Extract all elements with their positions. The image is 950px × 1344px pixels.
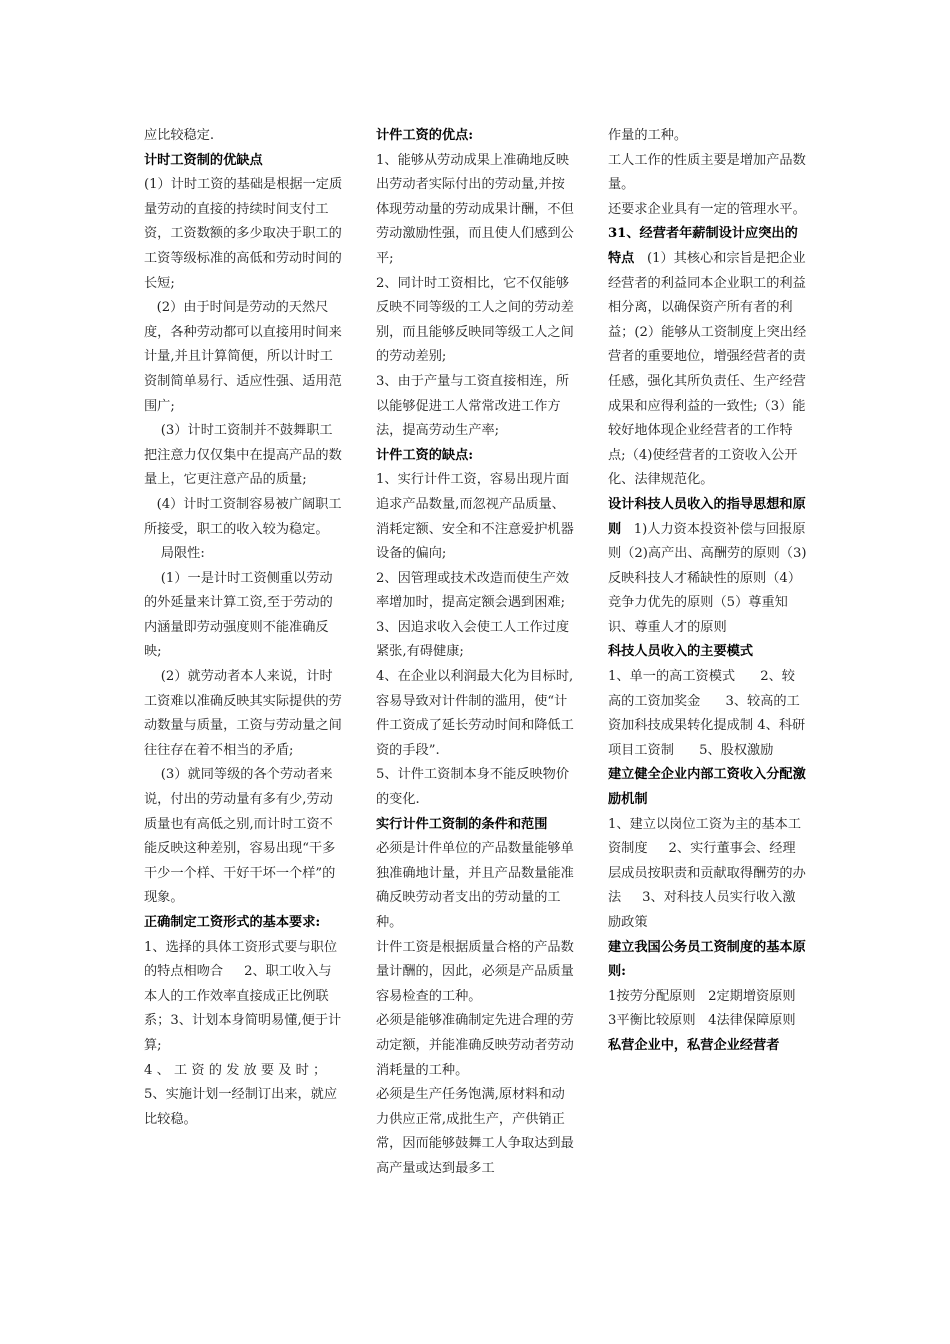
section-heading: 科技人员收入的主要模式 bbox=[608, 644, 754, 660]
paragraph-text: 1、能够从劳动成果上准确地反映出劳动者实际付出的劳动量,并按体现劳动量的劳动成果计酬，不但劳动激励性强，而且使人们感到公平; bbox=[376, 152, 574, 266]
paragraph-text: (2）由于时间是劳动的天然尺度，各种劳动都可以直接用时间来计量,并且计算简便，所以计时工资制简单易行、适应性强、适用范围广; bbox=[144, 300, 342, 414]
paragraph-text: 2、因管理或技术改造而使生产效率增加时，提高定额会遇到困难; bbox=[376, 570, 570, 611]
section-heading: 私营企业中，私营企业经营者 bbox=[608, 1037, 780, 1053]
column-left bbox=[144, 124, 344, 1132]
section-heading: 建立我国公务员工资制度的基本原则: bbox=[608, 939, 806, 980]
paragraph-text: 2、同计时工资相比，它不仅能够反映不同等级的工人之间的劳动差别，而且能够反映同等级工人之间的劳动差别; bbox=[376, 275, 574, 365]
paragraph-text: 1)人力资本投资补偿与回报原则（2)高产出、高酬劳的原则（3)反映科技人才稀缺性的原则（4）竞争力优先的原则（5）尊重知识、尊重人才的原则 bbox=[608, 521, 807, 635]
paragraph-text: 工人工作的性质主要是增加产品数量。 bbox=[608, 152, 806, 193]
paragraph-text: 必须是计件单位的产品数量能够单独准确地计量，并且产品数量能准确反映劳动者支出的劳动量的工种。 bbox=[376, 841, 574, 930]
section-heading: 实行计件工资制的条件和范围 bbox=[376, 816, 548, 832]
section-heading: 计时工资制的优缺点 bbox=[144, 152, 263, 168]
section-heading: 建立健全企业内部工资收入分配激励机制 bbox=[608, 767, 806, 808]
column-right bbox=[608, 124, 808, 1059]
section-heading: 计件工资的缺点: bbox=[376, 447, 474, 463]
section-heading: 计件工资的优点: bbox=[376, 128, 474, 143]
paragraph-text: 应比较稳定. bbox=[144, 128, 215, 143]
paragraph-text: 必须是生产任务饱满,原材料和动力供应正常,成批生产，产供销正常，因而能够鼓舞工人争取达到最高产量或达到最多工 bbox=[376, 1087, 574, 1176]
paragraph-text: 3、因追求收入会使工人工作过度紧张,有碍健康; bbox=[376, 619, 570, 660]
paragraph-text: 局限性: bbox=[144, 546, 205, 562]
paragraph-text: (3）计时工资制并不鼓舞职工把注意力仅仅集中在提高产品的数量上，它更注意产品的质量; bbox=[144, 423, 342, 488]
paragraph-text: 还要求企业具有一定的管理水平。 bbox=[608, 201, 806, 217]
section-heading: 设计科技人员收入的指导思想和原则 bbox=[608, 496, 806, 537]
paragraph-text: (1）计时工资的基础是根据一定质量劳动的直接的持续时间支付工资，工资数额的多少取决于职工的工资等级标准的高低和劳动时间的长短; bbox=[144, 177, 343, 291]
paragraph-text: 必须是能够准确制定先进合理的劳动定额，并能准确反映劳动者劳动消耗量的工种。 bbox=[376, 1013, 574, 1078]
paragraph-text: (2）就劳动者本人来说，计时工资难以准确反映其实际提供的劳动数量与质量，工资与劳动量之间往往存在着不相当的矛盾; bbox=[144, 669, 342, 758]
paragraph-text: 1、实行计件工资，容易出现片面追求产品数量,而忽视产品质量、消耗定额、安全和不注意爱护机器设备的偏向; bbox=[376, 472, 574, 562]
paragraph-text: 5、计件工资制本身不能反映物价的变化. bbox=[376, 767, 570, 808]
section-heading: 31、经营者年薪制设计应突出的特点 bbox=[608, 226, 798, 266]
paragraph-text: 1、建立以岗位工资为主的基本工资制度 2、实行董事会、经理层成员按职责和贡献取得酬劳的办法 3、对科技人员实行收入激励政策 bbox=[608, 816, 806, 930]
paragraph-text: 1按劳分配原则 2定期增资原则 bbox=[608, 988, 796, 1004]
paragraph-text: 1、选择的具体工资形式要与职位的特点相吻合 2、职工收入与本人的工作效率直接成正比例联系；3、计划本身简明易懂,便于计算; bbox=[144, 939, 342, 1053]
paragraph-with-heading bbox=[608, 493, 808, 641]
paragraph-text: (1）其核心和宗旨是把企业经营者的利益同本企业职工的利益相分离，以确保资产所有者的利益；(2）能够从工资制度上突出经营者的重要地位，增强经营者的责任感，强化其所负责任、生产经营成果和应得利益的一致性;（3）能较好地体现企业经营者的工作特点;（4)使经营者的工资收入公开化、法律规范化。 bbox=[608, 250, 807, 488]
paragraph-text: (3）就同等级的各个劳动者来说，付出的劳动量有多有少,劳动质量也有高低之别,而计时工资不能反映这种差别，容易出现“干多干少一个样、干好干坏一个样”的现象。 bbox=[144, 767, 336, 906]
paragraph-text: 4、在企业以利润最大化为目标时,容易导致对计件制的滥用，使“计件工资成了延长劳动时间和降低工资的手段”. bbox=[376, 669, 574, 758]
section-heading: 正确制定工资形式的基本要求: bbox=[144, 915, 321, 930]
paragraph-with-heading bbox=[608, 222, 808, 493]
paragraph-text: 3平衡比较原则 4法律保障原则 bbox=[608, 1013, 796, 1029]
column-middle bbox=[376, 124, 576, 1182]
paragraph-text: 作量的工种。 bbox=[608, 128, 688, 143]
paragraph-text: (4）计时工资制容易被广阔职工所接受，职工的收入较为稳定。 bbox=[144, 496, 342, 537]
paragraph-text: 3、由于产量与工资直接相连，所以能够促进工人常常改进工作方法，提高劳动生产率; bbox=[376, 373, 570, 439]
paragraph-text: (1）一是计时工资侧重以劳动的外延量来计算工资,至于劳动的内涵量即劳动强度则不能准确反映; bbox=[144, 570, 333, 660]
paragraph-text: 1、单一的高工资模式 2、较高的工资加奖金 3、较高的工资加科技成果转化提成制 4、科研项目工资制 5、股权激励 bbox=[608, 669, 806, 758]
paragraph-text: 4 、 工 资 的 发 放 要 及 时 ； 5、实施计划一经制订出来，就应比较稳。 bbox=[144, 1062, 338, 1127]
paragraph-text: 计件工资是根据质量合格的产品数量计酬的，因此，必须是产品质量容易检查的工种。 bbox=[376, 939, 574, 1004]
